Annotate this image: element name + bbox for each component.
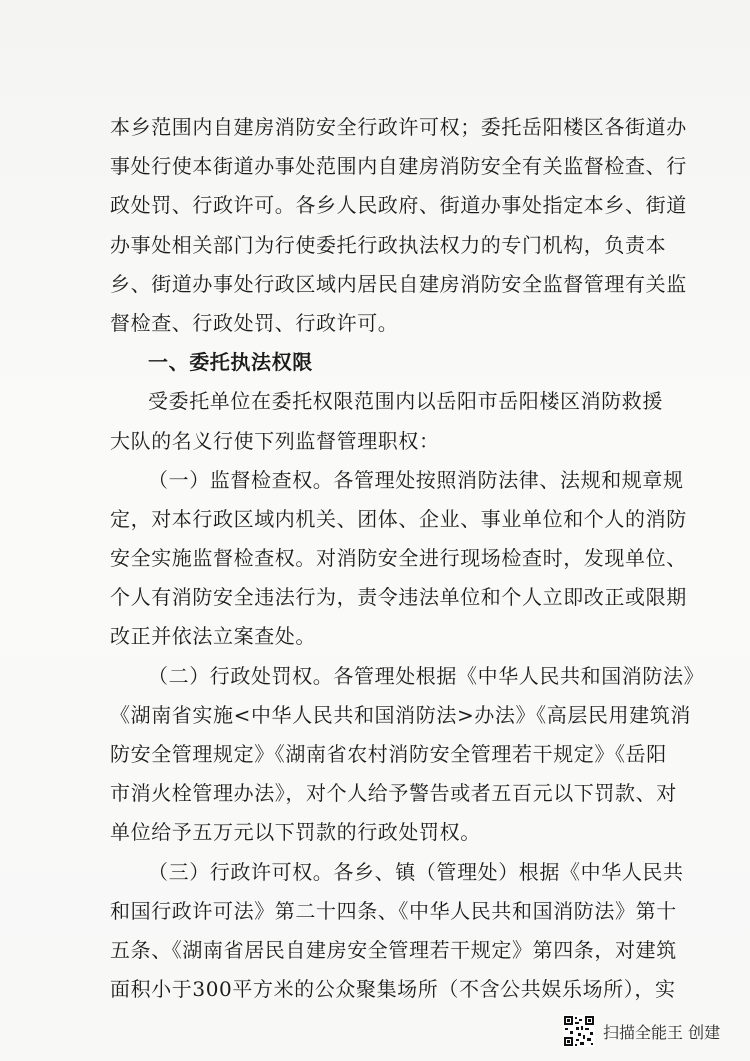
text-line: 《湖南省实施<中华人民共和国消防法>办法》《高层民用建筑消 [110, 702, 691, 727]
text-line: 督检查、行政处罚、行政许可。 [110, 310, 399, 335]
text-line: 大队的名义行使下列监督管理职权： [110, 428, 440, 453]
text-line: （一）监督检查权。各管理处按照消防法律、法规和规章规 [148, 467, 684, 492]
section-heading: 一、委托执法权限 [148, 350, 313, 375]
document-body [110, 108, 705, 1009]
text-line: 定，对本行政区域内机关、团体、企业、事业单位和个人的消防 [110, 506, 687, 531]
text-line: 办事处相关部门为行使委托行政执法权力的专门机构，负责本 [110, 232, 667, 257]
text-line: 政处罚、行政许可。各乡人民政府、街道办事处指定本乡、街道 [110, 193, 687, 218]
scanner-watermark [563, 1014, 738, 1048]
text-line: （三）行政许可权。各乡、镇（管理处）根据《中华人民共 [148, 859, 684, 884]
text-line: 单位给予五万元以下罚款的行政处罚权。 [110, 820, 481, 845]
text-line: 本乡范围内自建房消防安全行政许可权；委托岳阳楼区各街道办 [110, 115, 687, 139]
text-line: 防安全管理规定》《湖南省农村消防安全管理若干规定》《岳阳 [110, 742, 667, 766]
qr-code-icon [563, 1015, 595, 1047]
text-line: 受委托单位在委托权限范围内以岳阳市岳阳楼区消防救援 [148, 389, 663, 414]
text-line: 安全实施监督检查权。对消防安全进行现场检查时，发现单位、 [110, 546, 687, 571]
text-line: 和国行政许可法》第二十四条、《中华人民共和国消防法》第十 [110, 898, 677, 923]
text-line: 事处行使本街道办事处范围内自建房消防安全有关监督检查、行 [110, 154, 687, 179]
text-line: 乡、街道办事处行政区域内居民自建房消防安全监督管理有关监 [110, 271, 687, 296]
scanner-brand-label: 扫描全能王 创建 [603, 1022, 721, 1042]
text-line: 改正并依法立案查处。 [110, 624, 316, 649]
text-line: 面积小于300平方米的公众聚集场所（不含公共娱乐场所），实 [110, 977, 676, 1002]
text-line: 个人有消防安全违法行为，责令违法单位和个人立即改正或限期 [110, 585, 687, 610]
text-line: 五条、《湖南省居民自建房安全管理若干规定》第四条，对建筑 [110, 937, 677, 962]
text-line: （二）行政处罚权。各管理处根据《中华人民共和国消防法》 [148, 663, 705, 688]
text-line: 市消火栓管理办法》，对个人给予警告或者五百元以下罚款、对 [110, 781, 677, 806]
